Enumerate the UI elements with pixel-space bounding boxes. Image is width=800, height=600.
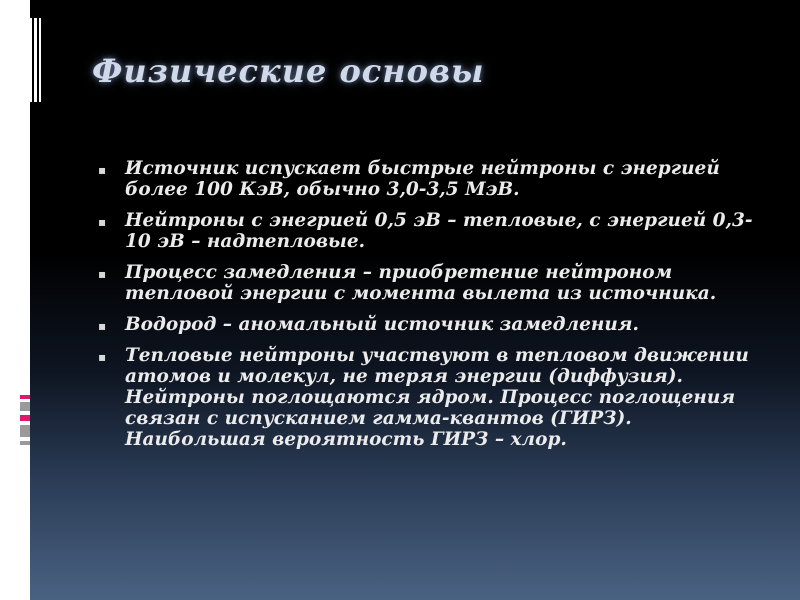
bullet-item [98, 314, 758, 335]
stripe [30, 18, 32, 102]
bullet-item [98, 262, 758, 304]
bullet-marker-icon: ▪ [98, 350, 107, 364]
bullet-marker-icon: ▪ [98, 163, 107, 177]
decorative-stripes-top [15, 18, 41, 102]
decorative-stripes-bottom [20, 395, 34, 450]
stripe [24, 18, 28, 102]
accent-bar-gray [20, 425, 30, 437]
accent-bar-gray [20, 441, 30, 445]
stripe [34, 18, 37, 102]
slide-title: Физические основы [92, 52, 485, 90]
accent-bar-magenta [20, 415, 30, 421]
bullet-text: Тепловые нейтроны участвуют в тепловом движении атомов и молекул, не теряя энергии (диффузия). Нейтроны поглощаются ядром. Процесс поглощения связан с испусканием гамма-квантов (ГИРЗ). Наибольшая вероятность ГИРЗ – хлор. [125, 345, 749, 450]
bullet-text: Процесс замедления – приобретение нейтроном тепловой энергии с момента вылета из источника. [125, 262, 717, 304]
stripe [15, 18, 18, 102]
bullet-marker-icon: ▪ [98, 267, 107, 281]
bullet-text: Водород – аномальный источник замедления. [125, 314, 639, 335]
bullet-marker-icon: ▪ [98, 319, 107, 333]
stripe [20, 18, 22, 102]
bullet-item [98, 158, 758, 200]
bullet-list [98, 158, 758, 460]
bullet-item [98, 210, 758, 252]
accent-bar-gray [20, 402, 30, 411]
accent-bar-magenta [20, 395, 30, 399]
bullet-text: Нейтроны с энегрией 0,5 эВ – тепловые, с энергией 0,3-10 эВ – надтепловые. [125, 210, 753, 252]
bullet-marker-icon: ▪ [98, 215, 107, 229]
stripe [39, 18, 41, 102]
bullet-item [98, 345, 758, 450]
bullet-text: Источник испускает быстрые нейтроны с энергией более 100 КэВ, обычно 3,0-3,5 МэВ. [125, 158, 720, 200]
